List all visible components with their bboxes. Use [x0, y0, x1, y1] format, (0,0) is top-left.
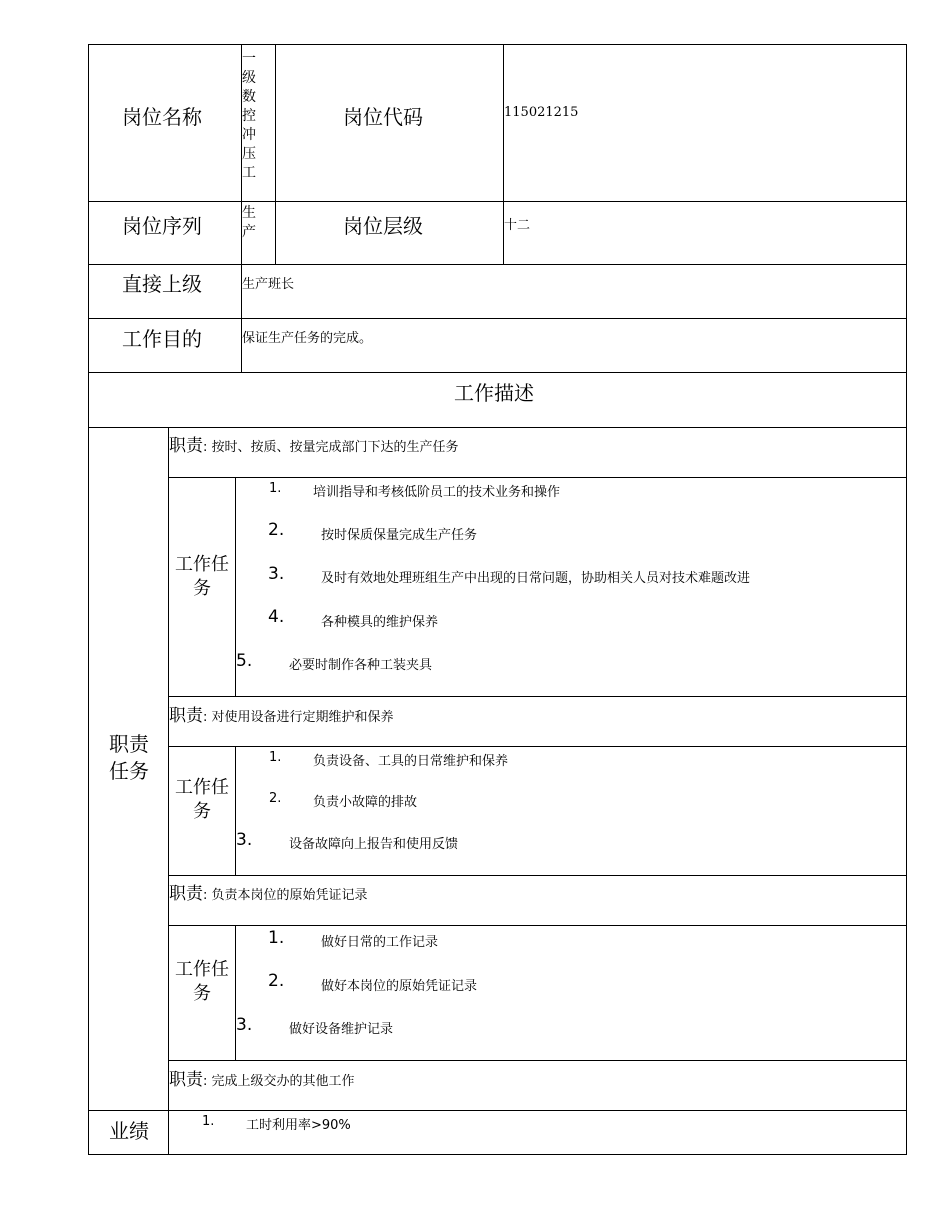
row-divider — [88, 318, 907, 319]
duty-row — [169, 701, 394, 726]
task-label: 工作任务 — [175, 777, 229, 822]
duty-prefix: 职责 — [169, 884, 203, 904]
duty-text: : 按时、按质、按量完成部门下达的生产任务 — [203, 440, 459, 455]
col-divider — [235, 746, 236, 876]
duty-text: : 完成上级交办的其他工作 — [203, 1074, 355, 1089]
task-number: 4. — [268, 607, 285, 627]
purpose-label: 工作目的 — [122, 327, 202, 351]
task-number: 3. — [236, 1015, 253, 1035]
task-text: 及时有效地处理班组生产中出现的日常问题，协助相关人员对技术难题改进 — [321, 571, 751, 586]
performance-text: 工时利用率>90% — [246, 1118, 351, 1133]
task-text: 做好设备维护记录 — [289, 1022, 394, 1037]
purpose-value: 保证生产任务的完成。 — [242, 331, 373, 346]
task-label: 工作任务 — [175, 959, 229, 1004]
superior-value: 生产班长 — [242, 277, 295, 292]
performance-number: 1. — [202, 1114, 215, 1129]
task-text: 做好日常的工作记录 — [321, 935, 439, 950]
post-series-label: 岗位序列 — [122, 214, 202, 238]
performance-label: 业绩 — [109, 1119, 149, 1143]
superior-label: 直接上级 — [122, 272, 202, 296]
table-border-top — [88, 44, 907, 45]
task-number: 2. — [268, 971, 285, 991]
row-divider — [168, 1060, 907, 1061]
description-title: 工作描述 — [454, 381, 534, 405]
task-text: 做好本岗位的原始凭证记录 — [321, 979, 478, 994]
task-text: 按时保质保量完成生产任务 — [321, 528, 478, 543]
duty-prefix: 职责 — [169, 436, 203, 456]
duty-row — [169, 1065, 355, 1090]
row-divider — [88, 1110, 907, 1111]
row-divider — [168, 477, 907, 478]
post-code-value: 115021215 — [504, 105, 579, 120]
row-divider — [168, 925, 907, 926]
table-border-bottom — [88, 1154, 907, 1155]
task-text: 培训指导和考核低阶员工的技术业务和操作 — [313, 485, 561, 500]
post-code-label: 岗位代码 — [343, 105, 423, 129]
post-level-label: 岗位层级 — [343, 214, 423, 238]
table-border-right — [906, 44, 907, 1155]
row-divider — [168, 746, 907, 747]
duty-text: : 对使用设备进行定期维护和保养 — [203, 710, 394, 725]
task-text: 必要时制作各种工装夹具 — [289, 658, 433, 673]
duty-prefix: 职责 — [169, 1070, 203, 1090]
row-divider — [88, 264, 907, 265]
row-divider — [168, 875, 907, 876]
task-number: 2. — [269, 791, 282, 806]
duty-row — [169, 431, 459, 456]
duties-label: 职责 任务 — [109, 732, 149, 783]
col-divider — [275, 44, 276, 265]
task-number: 3. — [268, 564, 285, 584]
task-number: 2. — [268, 520, 285, 540]
task-text: 设备故障向上报告和使用反馈 — [289, 837, 459, 852]
task-text: 负责小故障的排故 — [313, 795, 418, 810]
task-number: 1. — [269, 481, 282, 496]
col-divider — [235, 925, 236, 1061]
task-label: 工作任务 — [175, 554, 229, 599]
row-divider — [88, 427, 907, 428]
task-number: 3. — [236, 830, 253, 850]
duty-prefix: 职责 — [169, 706, 203, 726]
table-border-left — [88, 44, 89, 1155]
post-series-value: 生产 — [242, 205, 256, 240]
duty-text: : 负责本岗位的原始凭证记录 — [203, 888, 368, 903]
task-number: 1. — [269, 750, 282, 765]
row-divider — [168, 696, 907, 697]
task-number: 5. — [236, 651, 253, 671]
post-name-label: 岗位名称 — [122, 105, 202, 129]
task-text: 负责设备、工具的日常维护和保养 — [313, 754, 509, 769]
task-number: 1. — [268, 928, 285, 948]
post-level-value: 十二 — [504, 218, 531, 233]
duty-row — [169, 879, 368, 904]
row-divider — [88, 372, 907, 373]
row-divider — [88, 201, 907, 202]
post-name-value: 一级数控冲压工 — [242, 51, 256, 181]
task-text: 各种模具的维护保养 — [321, 615, 439, 630]
